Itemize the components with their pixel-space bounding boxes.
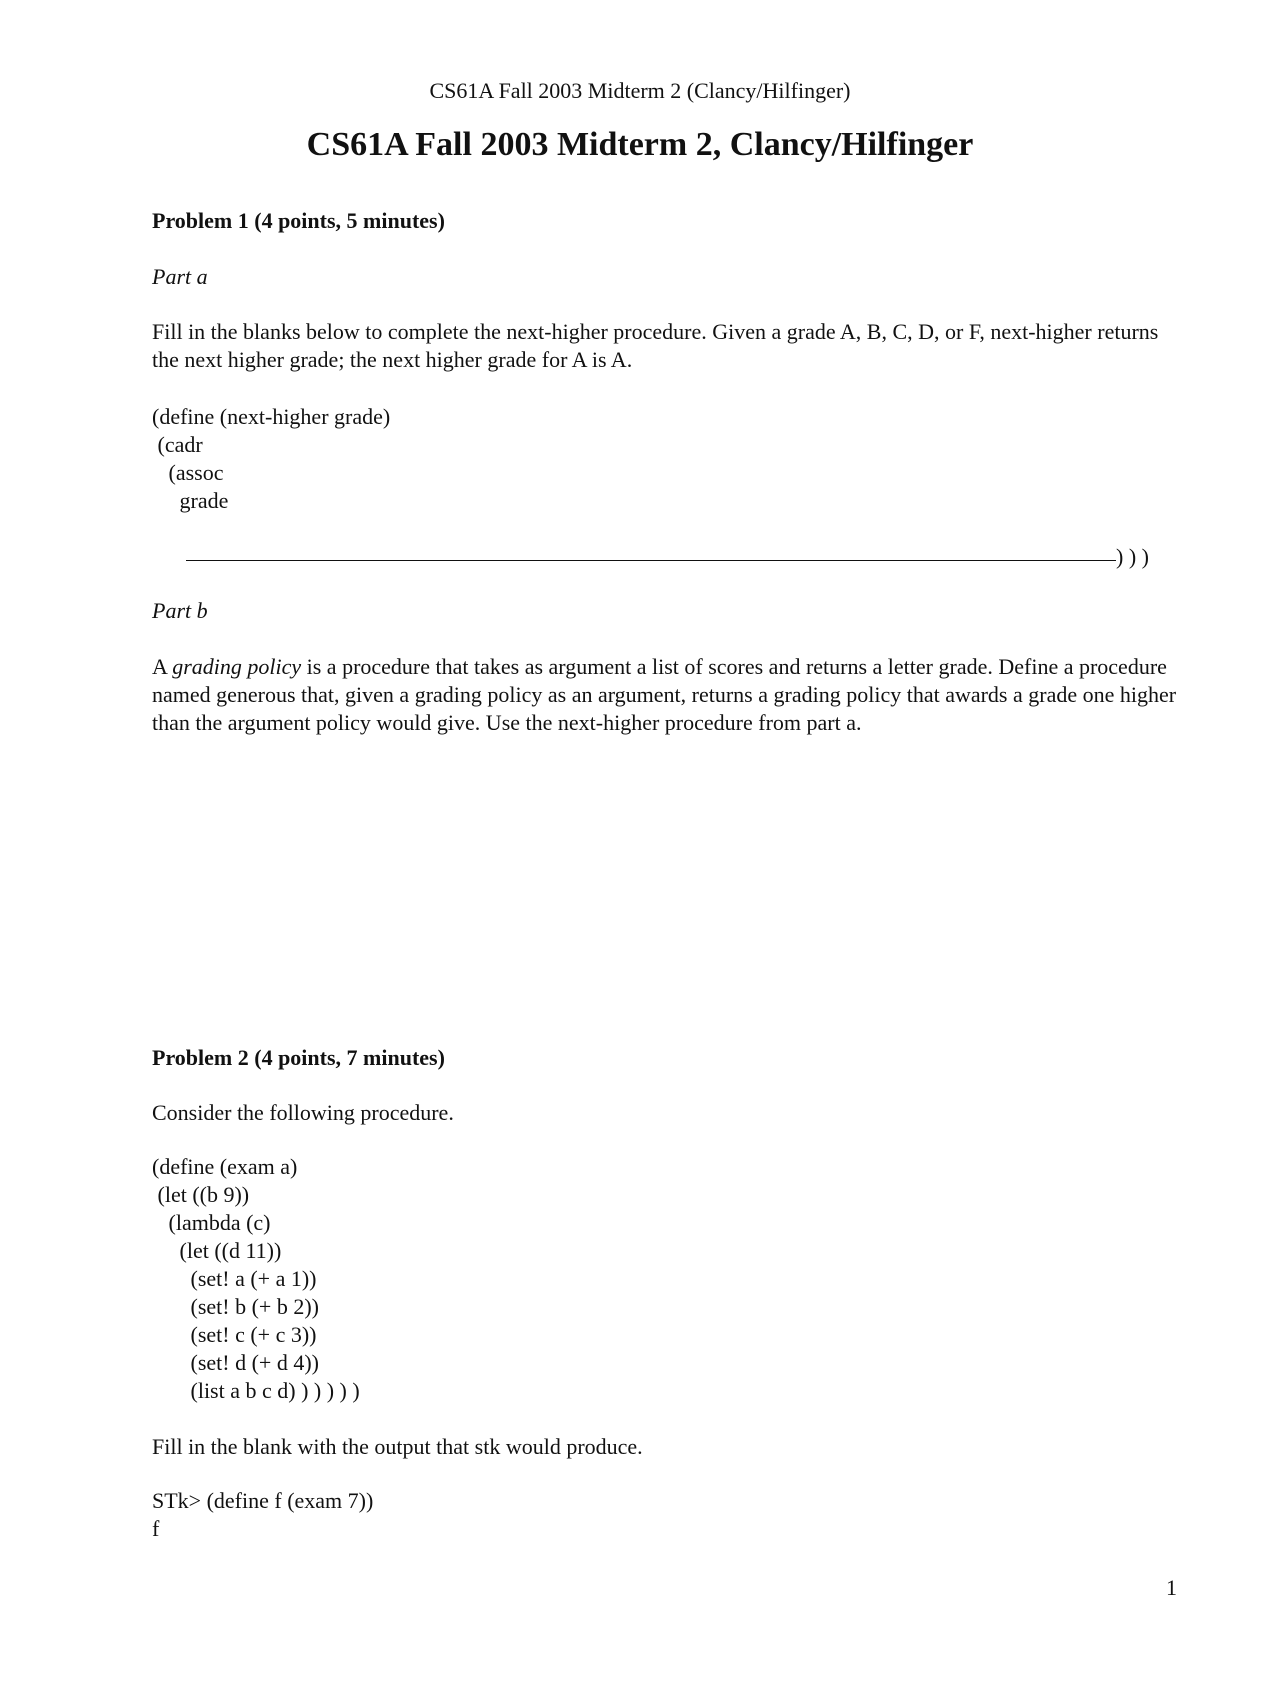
fill-instruction: Fill in the blank with the output that stk would produce. [152, 1434, 643, 1459]
running-header: CS61A Fall 2003 Midterm 2 (Clancy/Hilfinger) [429, 78, 851, 103]
stk-prompt: STk> (define f (exam 7)) [152, 1488, 374, 1513]
problem-1-heading: Problem 1 (4 points, 5 minutes) [152, 208, 445, 233]
code-line: (set! a (+ a 1)) [152, 1266, 317, 1291]
closing-parens: ) ) ) [1116, 544, 1149, 569]
code-line: (set! b (+ b 2)) [152, 1294, 319, 1319]
page-title: CS61A Fall 2003 Midterm 2, Clancy/Hilfinger [306, 126, 974, 163]
part-a-instructions: Fill in the blanks below to complete the next-higher procedure. Given a grade A, B, C, D, or F, next-higher returns the next higher grade; the next higher grade for A is A. [152, 319, 1159, 372]
answer-blank[interactable] [186, 560, 1116, 561]
answer-space[interactable] [152, 750, 1182, 1020]
code-line: (set! c (+ c 3)) [152, 1322, 317, 1347]
grading-policy-term: grading policy [172, 654, 302, 679]
part-b-text-rest: is a procedure that takes as argument a list of scores and returns a letter grade. Define a procedure named generous that, given a grading policy as an argument, returns a grading policy that awards a grade one higher than the argument policy would give. Use the next-higher procedure from part a. [152, 654, 1177, 735]
code-line: (define (exam a) [152, 1154, 298, 1179]
part-b-text-start: A [152, 654, 173, 679]
code-line: (set! d (+ d 4)) [152, 1350, 319, 1375]
code-line: (define (next-higher grade) [152, 404, 391, 429]
part-b-text [152, 653, 1182, 737]
code-line: (assoc [152, 460, 224, 485]
code-line: (list a b c d) ) ) ) ) ) [152, 1378, 360, 1403]
code-line: (let ((d 11)) [152, 1238, 282, 1263]
part-b-label: Part b [152, 598, 208, 623]
problem-2-intro: Consider the following procedure. [152, 1100, 454, 1125]
code-line: grade [152, 488, 229, 513]
code-line: (let ((b 9)) [152, 1182, 250, 1207]
page-number: 1 [1166, 1575, 1177, 1600]
stk-output: f [152, 1516, 160, 1541]
part-a-label: Part a [152, 264, 208, 289]
code-line: (cadr [152, 432, 203, 457]
problem-2-heading: Problem 2 (4 points, 7 minutes) [152, 1045, 445, 1070]
code-line: (lambda (c) [152, 1210, 271, 1235]
